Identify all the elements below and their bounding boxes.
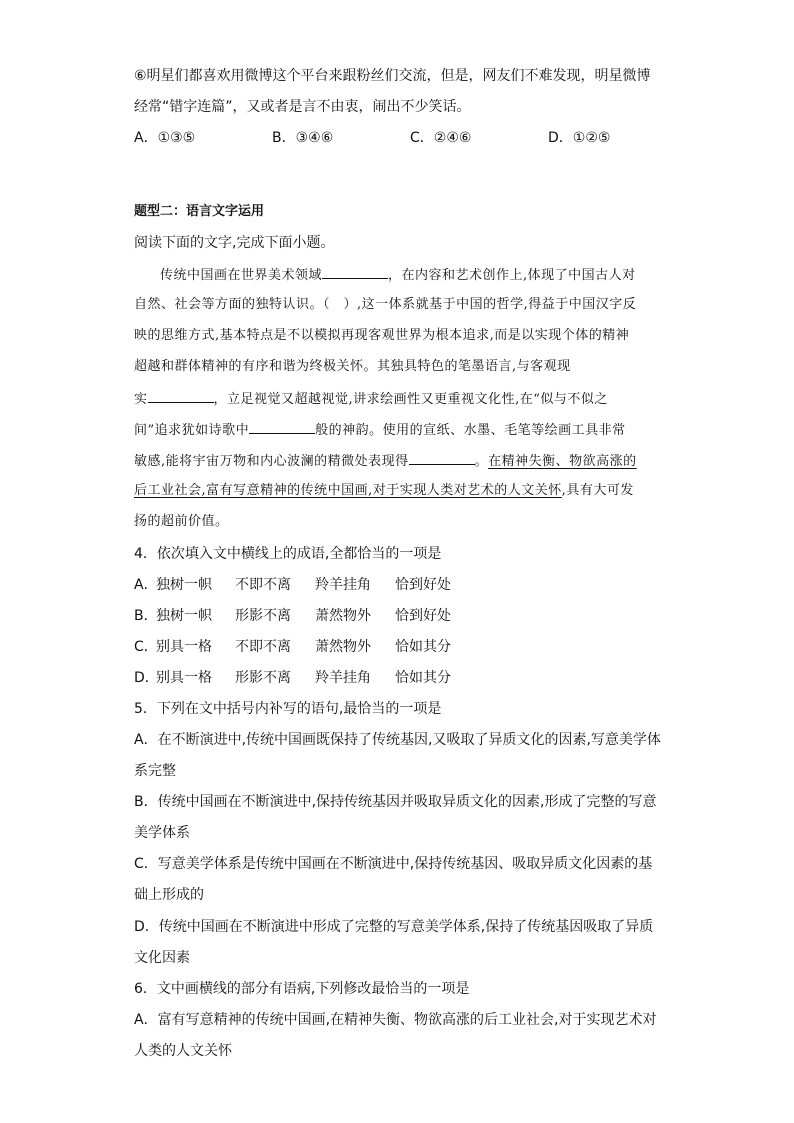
choice-a: A．①③⑤ xyxy=(134,130,196,146)
option-item: 羚羊挂角 xyxy=(315,670,371,686)
passage-text: 实 xyxy=(134,392,148,407)
option-item: 别具一格 xyxy=(156,670,212,686)
option-label: A． xyxy=(134,577,158,593)
q5-option-a-line2: 系完整 xyxy=(134,763,176,779)
passage-text: 般的神韵。使用的宣纸、水墨、毛笔等绘画工具非常 xyxy=(315,423,626,438)
q5-stem: 5．下列在文中括号内补写的语句,最恰当的一项是 xyxy=(134,701,442,717)
choice-d: D．①②⑤ xyxy=(548,130,611,146)
blank-3 xyxy=(249,419,315,434)
passage-line-2: 自然、社会等方面的独特认识。（ ）,这一体系就基于中国的哲学,得益于中国汉字反 xyxy=(134,297,637,312)
q6-option-a-line2: 人类的人文关怀 xyxy=(134,1043,232,1059)
q5-option-c-line1: C．写意美学体系是传统中国画在不断演进中,保持传统基因、吸取异质文化因素的基 xyxy=(134,856,653,872)
underlined-sentence-part-1: 在精神失衡、物欲高涨的 xyxy=(488,454,637,469)
option-item: 形影不离 xyxy=(235,608,291,624)
q5-option-c-line2: 础上形成的 xyxy=(134,887,204,903)
q5-option-b-line2: 美学体系 xyxy=(134,825,190,841)
option-item: 萧然物外 xyxy=(315,639,371,655)
option-label: B． xyxy=(134,608,158,624)
passage-text: 传统中国画在世界美术领域 xyxy=(160,268,323,283)
q6-stem: 6．文中画横线的部分有语病,下列修改最恰当的一项是 xyxy=(134,981,470,997)
passage-text: 敏感,能将宇宙万物和内心波澜的精微处表现得 xyxy=(134,454,409,469)
q3-option-6-line2: 经常“错字连篇”，又或者是言不由衷，闹出不少笑话。 xyxy=(134,99,471,115)
passage-text: 。 xyxy=(474,454,489,469)
option-item: 不即不离 xyxy=(235,639,291,655)
option-item: 恰到好处 xyxy=(395,577,451,593)
option-item: 恰如其分 xyxy=(395,670,451,686)
passage-text: ，在内容和艺术创作上,体现了中国古人对 xyxy=(388,268,636,283)
option-item: 独树一帜 xyxy=(156,608,212,624)
passage-line-6 xyxy=(134,419,626,441)
option-item: 萧然物外 xyxy=(315,608,371,624)
q4-stem: 4．依次填入文中横线上的成语,全都恰当的一项是 xyxy=(134,546,442,562)
q5-option-a-line1: A．在不断演进中,传统中国画既保持了传统基因,又吸取了异质文化的因素,写意美学体 xyxy=(134,732,661,748)
blank-2 xyxy=(148,388,214,403)
passage-line-4: 超越和群体精神的有序和谐为终极关怀。其独具特色的笔墨语言,与客观现 xyxy=(134,359,571,374)
q3-option-6-line1: ⑥明星们都喜欢用微博这个平台来跟粉丝们交流，但是，网友们不难发现，明星微博 xyxy=(134,68,651,84)
q5-option-b-line1: B．传统中国画在不断演进中,保持传统基因并吸取异质文化的因素,形成了完整的写意 xyxy=(134,794,657,810)
passage-line-5 xyxy=(134,388,608,410)
blank-4 xyxy=(409,450,475,465)
section-instruction: 阅读下面的文字,完成下面小题。 xyxy=(134,235,335,251)
choice-c: C．②④⑥ xyxy=(410,130,472,146)
passage-text: 间”追求犹如诗歌中 xyxy=(134,423,250,438)
passage-text: ，立足视觉又超越视觉,讲求绘画性又更重视文化性,在“似与不似之 xyxy=(213,392,608,407)
blank-1 xyxy=(322,264,388,279)
choice-b: B．③④⑥ xyxy=(272,130,334,146)
option-item: 不即不离 xyxy=(235,577,291,593)
q5-option-d-line2: 文化因素 xyxy=(134,950,190,966)
q6-option-a-line1: A．富有写意精神的传统中国画,在精神失衡、物欲高涨的后工业社会,对于实现艺术对 xyxy=(134,1012,657,1028)
underlined-sentence-part-2: 后工业社会,富有写意精神的传统中国画,对于实现人类对艺术的人文关怀 xyxy=(134,483,562,498)
option-item: 独树一帜 xyxy=(156,577,212,593)
passage-line-3: 映的思维方式,基本特点是不以模拟再现客观世界为根本追求,而是以实现个体的精神 xyxy=(134,328,630,343)
passage-text: ,具有大可发 xyxy=(561,483,634,498)
passage-line-1 xyxy=(160,264,636,286)
passage-line-8 xyxy=(134,481,634,501)
q5-option-d-line1: D．传统中国画在不断演进中形成了完整的写意美学体系,保持了传统基因吸取了异质 xyxy=(134,919,654,935)
option-label: C． xyxy=(134,639,158,655)
option-item: 羚羊挂角 xyxy=(315,577,371,593)
option-item: 恰到好处 xyxy=(395,608,451,624)
section-title: 题型二：语言文字运用 xyxy=(134,204,265,219)
option-item: 形影不离 xyxy=(235,670,291,686)
option-item: 恰如其分 xyxy=(395,639,451,655)
option-item: 别具一格 xyxy=(156,639,212,655)
passage-line-9: 扬的超前价值。 xyxy=(134,514,229,529)
option-label: D． xyxy=(134,670,159,686)
passage-line-7 xyxy=(134,450,637,472)
